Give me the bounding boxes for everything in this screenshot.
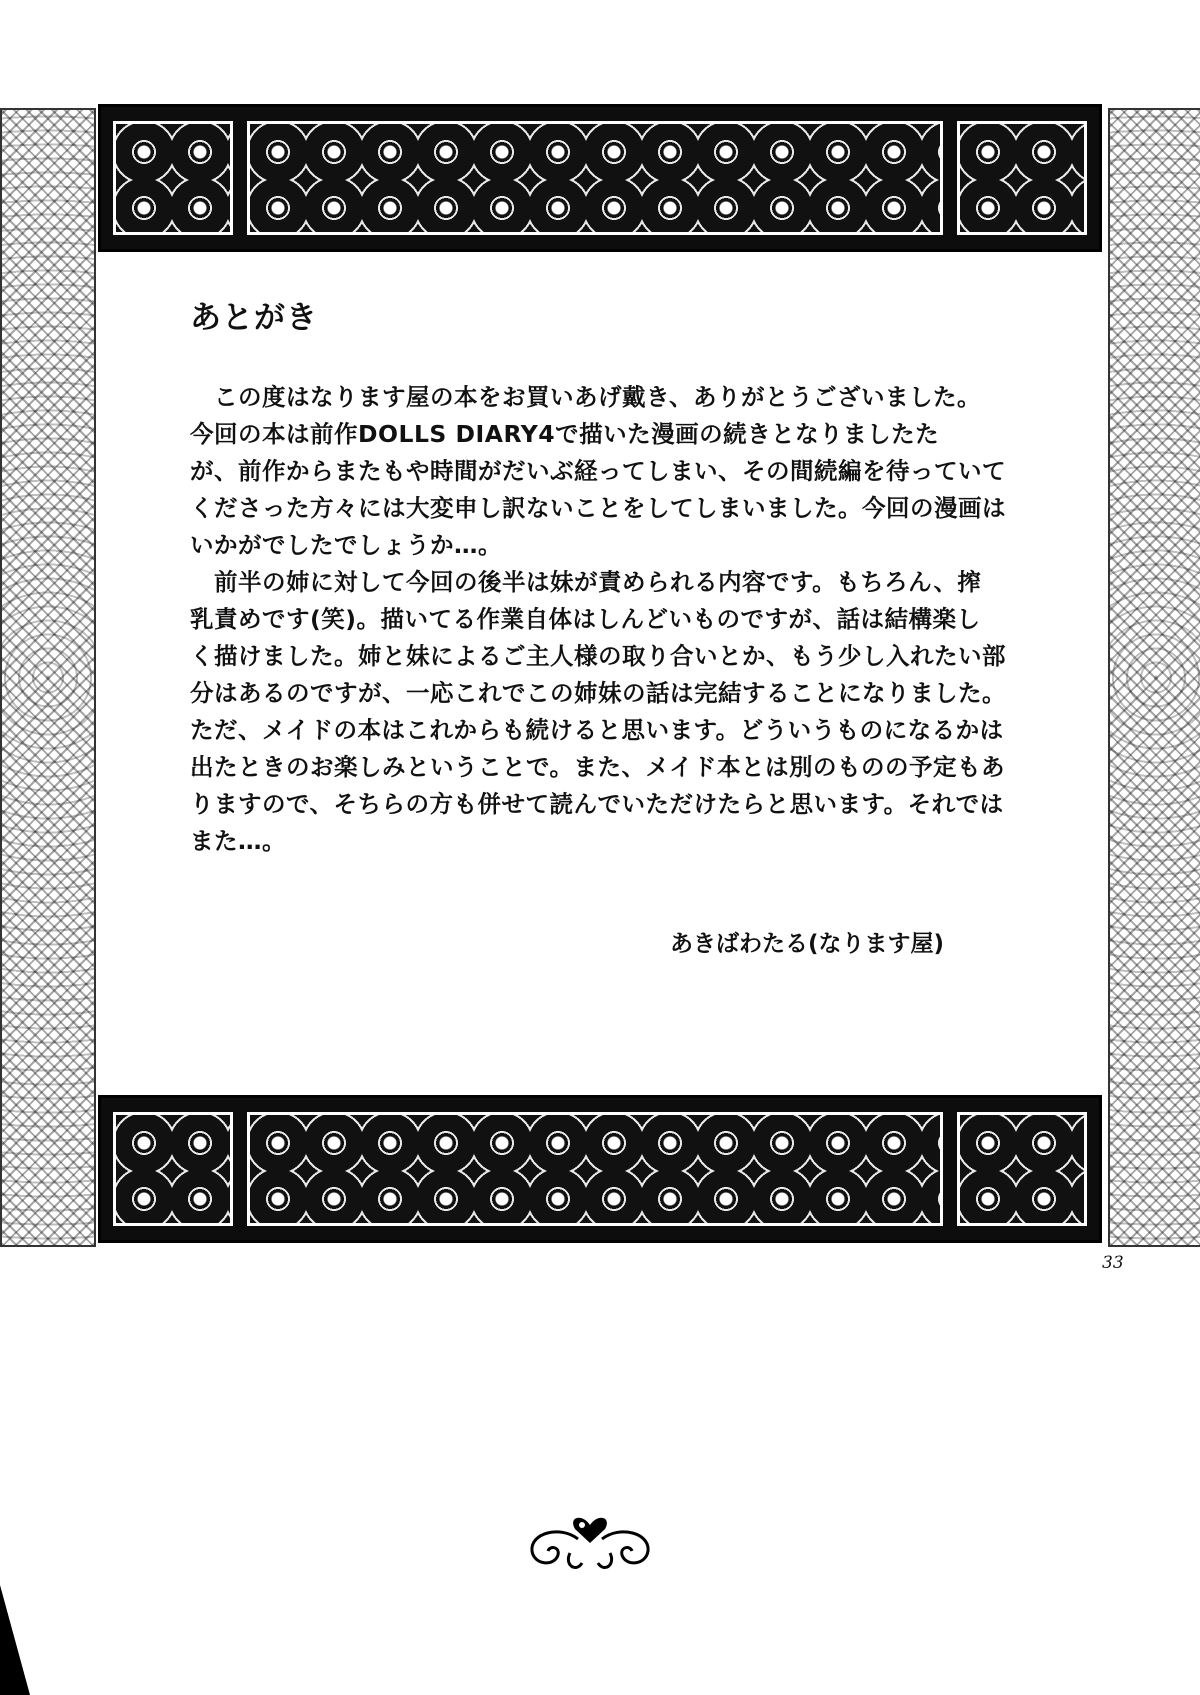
body-line: くださった方々には大変申し訳ないことをしてしまいました。今回の漫画は	[190, 494, 1006, 522]
body-line: 乳責めです(笑)。描いてる作業自体はしんどいものですが、話は結構楽し	[190, 605, 981, 633]
top-center-ornament-panel	[247, 121, 943, 235]
body-line: また…。	[190, 827, 286, 855]
body-line: いかがでしたでしょうか…。	[190, 531, 502, 559]
body-line: 分はあるのですが、一応これでこの姉妹の話は完結することになりました。	[190, 679, 1006, 707]
page-edge-mark	[0, 1585, 30, 1695]
afterword-body	[190, 379, 1040, 860]
body-line: く描けました。姉と妹によるご主人様の取り合いとか、もう少し入れたい部	[190, 642, 1006, 670]
top-left-ornament-panel	[113, 121, 233, 235]
top-ornamental-band	[98, 104, 1102, 252]
afterword-text-block	[190, 292, 1040, 860]
bottom-center-ornament-panel	[247, 1112, 943, 1226]
body-line: 今回の本は前作DOLLS DIARY4で描いた漫画の続きとなりましたた	[190, 420, 940, 448]
winged-heart-icon	[520, 1495, 660, 1575]
body-line: 出たときのお楽しみということで。また、メイド本とは別のものの予定もあ	[190, 753, 1006, 781]
bottom-ornamental-band	[98, 1095, 1102, 1243]
body-line: が、前作からまたもや時間がだいぶ経ってしまい、その間続編を待っていて	[190, 457, 1006, 485]
right-ornamental-border	[1108, 108, 1200, 1247]
afterword-heading: あとがき	[190, 300, 318, 336]
body-line: りますので、そちらの方も併せて読んでいただけたらと思います。それでは	[190, 790, 1004, 818]
body-line: ただ、メイドの本はこれからも続けると思います。どういうものになるかは	[190, 716, 1004, 744]
bottom-right-ornament-panel	[957, 1112, 1087, 1226]
author-signature: あきばわたる(なります屋)	[670, 931, 945, 957]
body-line: この度はなります屋の本をお買いあげ戴き、ありがとうございました。	[190, 383, 982, 411]
page-number: 33	[1102, 1253, 1124, 1273]
body-line: 前半の姉に対して今回の後半は妹が責められる内容です。もちろん、搾	[190, 568, 982, 596]
left-ornamental-border	[0, 108, 96, 1247]
bottom-left-ornament-panel	[113, 1112, 233, 1226]
top-right-ornament-panel	[957, 121, 1087, 235]
